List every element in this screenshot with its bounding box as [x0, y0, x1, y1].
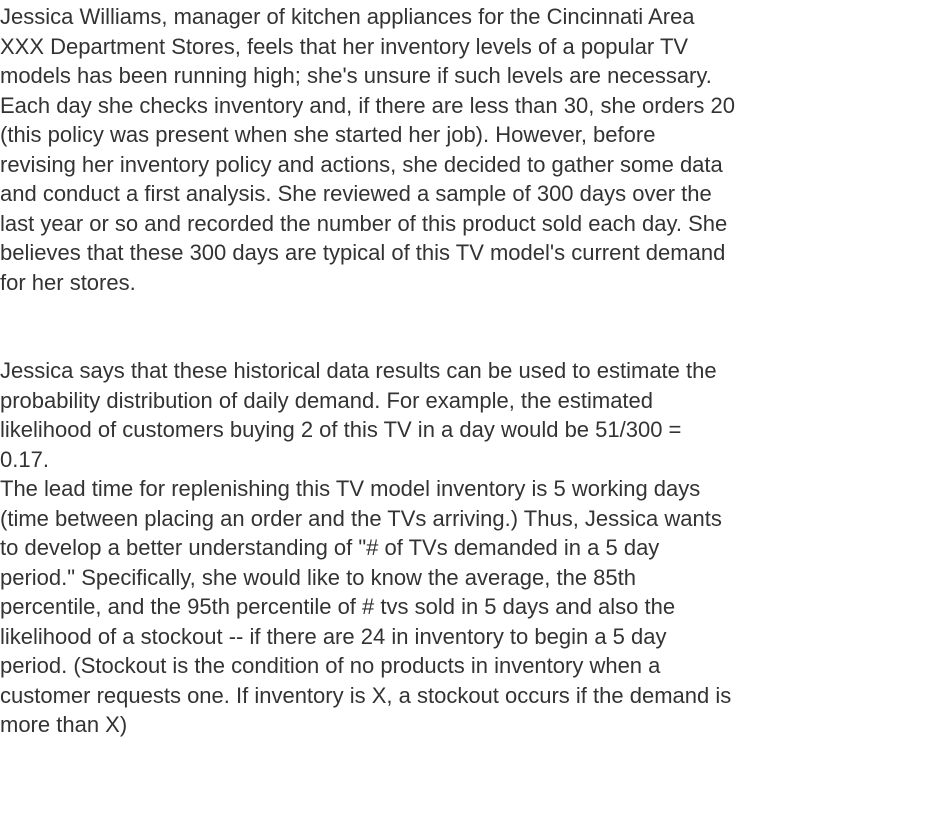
text-line: believes that these 300 days are typical of this TV model's current demand: [0, 240, 726, 265]
text-line: probability distribution of daily demand. For example, the estimated: [0, 387, 654, 413]
text-line: Each day she checks inventory and, if there are less than 30, she orders 20: [0, 92, 735, 118]
paragraph-background: [0, 2, 951, 297]
text-line: Jessica Williams, manager of kitchen appliances for the Cincinnati Area: [0, 4, 695, 29]
text-line: percentile, and the 95th percentile of # tvs sold in 5 days and also the: [0, 594, 676, 619]
text-line: likelihood of customers buying 2 of this TV in a day would be 51/300 =: [0, 417, 682, 442]
paragraph-spacer: [0, 297, 951, 356]
text-line: customer requests one. If inventory is X, a stockout occurs if the demand is: [0, 682, 732, 708]
text-line: XXX Department Stores, feels that her inventory levels of a popular TV: [0, 33, 689, 59]
text-line: Jessica says that these historical data results can be used to estimate the: [0, 358, 717, 383]
text-line: The lead time for replenishing this TV model inventory is 5 working days: [0, 476, 701, 501]
text-line: revising her inventory policy and actions, she decided to gather some data: [0, 151, 723, 177]
text-line: (time between placing an order and the TVs arriving.) Thus, Jessica wants: [0, 505, 722, 531]
text-line: for her stores.: [0, 269, 136, 295]
text-line: more than X): [0, 712, 128, 737]
text-line: models has been running high; she's unsure if such levels are necessary.: [0, 63, 712, 88]
text-line: to develop a better understanding of "# of TVs demanded in a 5 day: [0, 535, 660, 560]
paragraph-lead-time: [0, 474, 951, 740]
text-line: and conduct a first analysis. She reviewed a sample of 300 days over the: [0, 181, 712, 206]
text-line: 0.17.: [0, 446, 49, 472]
text-line: period. (Stockout is the condition of no products in inventory when a: [0, 653, 661, 678]
text-line: last year or so and recorded the number of this product sold each day. She: [0, 210, 728, 236]
text-line: period." Specifically, she would like to know the average, the 85th: [0, 564, 636, 590]
text-line: likelihood of a stockout -- if there are 24 in inventory to begin a 5 day: [0, 623, 667, 649]
text-line: (this policy was present when she started her job). However, before: [0, 122, 656, 147]
paragraph-probability-estimate: [0, 356, 951, 474]
